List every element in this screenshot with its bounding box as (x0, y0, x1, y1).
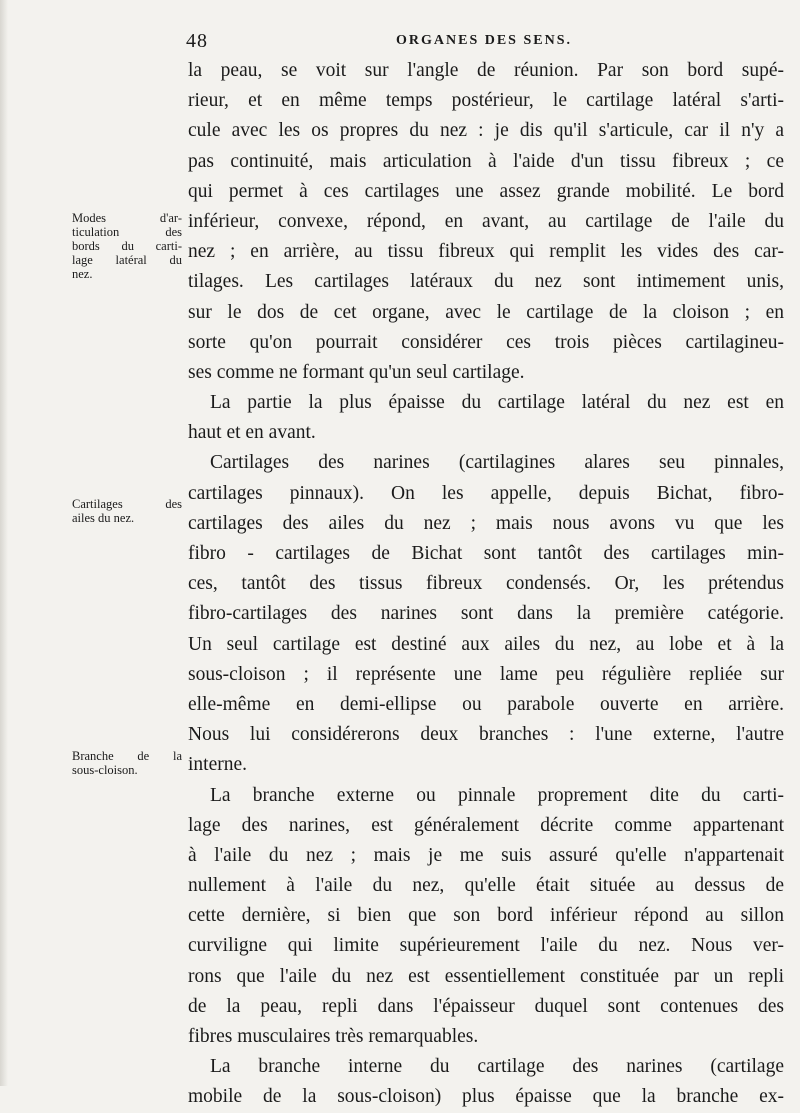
body-line: ces, tantôt des tissus fibreux condensés. Or, les prétendus (188, 573, 784, 595)
margin-note-line: ailes du nez. (72, 511, 135, 525)
body-line: lage des narines, est généralement décrite comme appartenant (188, 814, 784, 836)
body-line: curviligne qui limite supérieurement l'aile du nez. Nous ver- (188, 935, 784, 957)
margin-note-line: Cartilages des (72, 497, 182, 511)
body-line: de la peau, repli dans l'épaisseur duquel sont contenues des (188, 995, 784, 1017)
body-line: haut et en avant. (188, 422, 316, 444)
margin-note-line: nez. (72, 267, 93, 281)
body-line: fibro - cartilages de Bichat sont tantôt des cartilages min- (188, 543, 784, 564)
body-line: pas continuité, mais articulation à l'aide d'un tissu fibreux ; ce (188, 150, 784, 172)
body-line: fibro-cartilages des narines sont dans la première catégorie. (188, 603, 784, 625)
body-line: cule avec les os propres du nez : je dis qu'il s'articule, car il n'y a (188, 120, 784, 142)
body-line: ses comme ne formant qu'un seul cartilage. (188, 361, 525, 383)
body-line: Un seul cartilage est destiné aux ailes du nez, au lobe et à la (188, 633, 784, 655)
body-line: sur le dos de cet organe, avec le cartilage de la cloison ; en (188, 301, 784, 323)
body-line: Cartilages des narines (cartilagines alares seu pinnales, (210, 452, 784, 474)
body-line: La branche externe ou pinnale proprement dite du carti- (210, 784, 784, 806)
body-line: sorte qu'on pourrait considérer ces trois pièces cartilagineu- (188, 331, 784, 353)
page-number: 48 (186, 30, 208, 52)
running-title: ORGANES DES SENS. (396, 33, 572, 48)
margin-note-line: Branche de la (72, 749, 182, 763)
body-line: fibres musculaires très remarquables. (188, 1026, 479, 1047)
body-line: elle-même en demi-ellipse ou parabole ouverte en arrière. (188, 693, 784, 715)
body-line: rieur, et en même temps postérieur, le cartilage latéral s'arti- (188, 90, 784, 112)
margin-note-line: Modes d'ar- (72, 211, 182, 225)
body-line: cette dernière, si bien que son bord inférieur répond au sillon (188, 905, 784, 927)
body-line: inférieur, convexe, répond, en avant, au cartilage de l'aile du (188, 210, 784, 232)
body-text (188, 56, 784, 1113)
margin-note-line: ticulation des (72, 225, 182, 239)
margin-note-branche (72, 749, 182, 777)
body-line: rons que l'aile du nez est essentiellement constituée par un repli (188, 965, 784, 987)
body-line: sous-cloison ; il représente une lame peu régulière repliée sur (188, 663, 784, 685)
body-line: nullement à l'aile du nez, qu'elle était située au dessus de (188, 875, 784, 897)
body-line: Nous lui considérerons deux branches : l'une externe, l'autre (188, 724, 784, 746)
margin-note-line: bords du carti- (72, 239, 182, 253)
body-line: cartilages pinnaux). On les appelle, depuis Bichat, fibro- (188, 482, 784, 504)
body-line: cartilages des ailes du nez ; mais nous avons vu que les (188, 512, 784, 534)
margin-note-articulation (72, 211, 182, 281)
margin-note-line: lage latéral du (72, 253, 182, 267)
body-line: nez ; en arrière, au tissu fibreux qui remplit les vides des car- (188, 241, 784, 263)
page-edge-shadow (0, 0, 8, 1086)
body-line: La branche interne du cartilage des narines (cartilage (210, 1056, 784, 1078)
body-line: interne. (188, 754, 248, 776)
body-line: La partie la plus épaisse du cartilage latéral du nez est en (210, 392, 784, 414)
margin-note-line: sous-cloison. (72, 763, 138, 777)
body-line: à l'aile du nez ; mais je me suis assuré qu'elle n'appartenait (188, 844, 784, 866)
body-line: mobile de la sous-cloison) plus épaisse que la branche ex- (188, 1086, 784, 1108)
body-line: qui permet à ces cartilages une assez grande mobilité. Le bord (188, 180, 784, 202)
margin-note-cartilages-ailes (72, 497, 182, 525)
body-line: la peau, se voit sur l'angle de réunion. Par son bord supé- (188, 60, 784, 81)
body-line: tilages. Les cartilages latéraux du nez sont intimement unis, (188, 271, 784, 293)
